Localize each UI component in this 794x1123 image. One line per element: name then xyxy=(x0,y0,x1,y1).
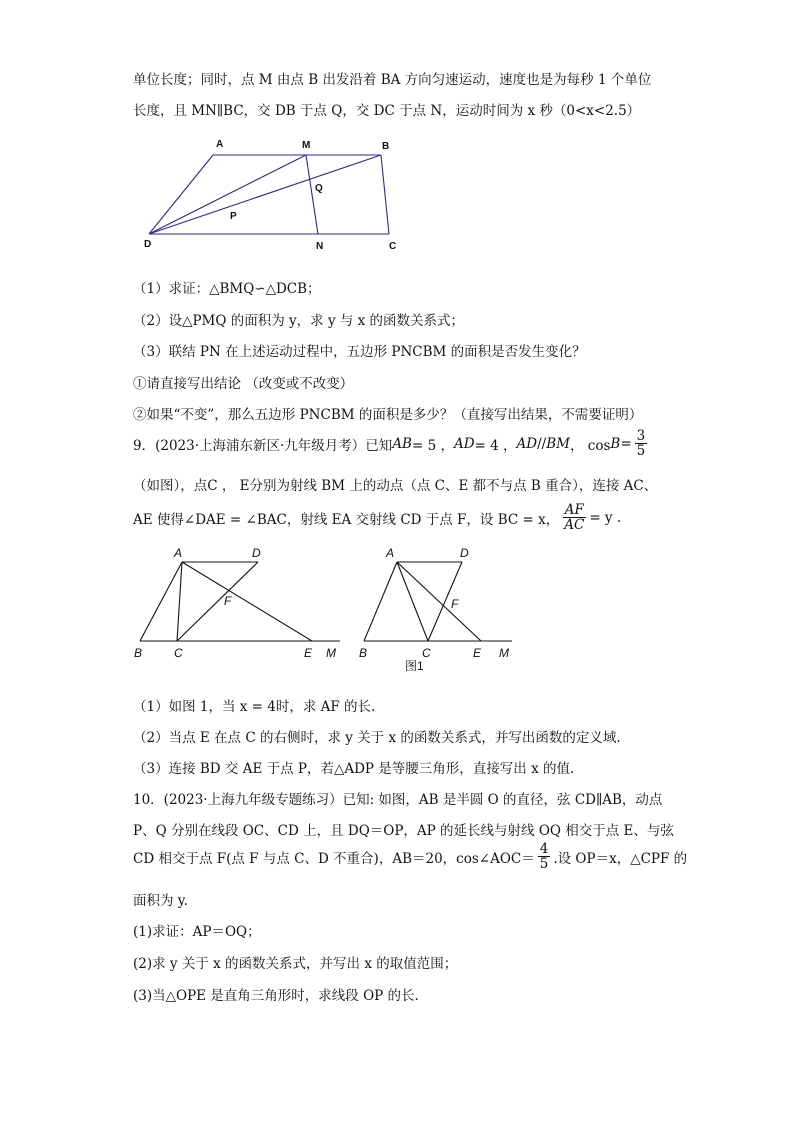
p10-line2: P、Q 分别在线段 OC、CD 上，且 DQ＝OP，AP 的延长线与射线 OQ 相交于点 E、与弦 xyxy=(133,823,674,839)
p9-cos-fraction xyxy=(635,429,648,458)
p8-label-B: B xyxy=(382,141,390,152)
p9-ad: AD xyxy=(453,435,475,452)
p9-source: (2023·上海浦东新区·九年级月考） xyxy=(155,437,366,454)
p9-q2: （2）当点 E 在点 C 的右侧时，求 y 关于 x 的函数关系式，并写出函数的定义域. xyxy=(133,730,621,746)
p9-figB-label-C: C xyxy=(422,646,431,660)
p8-q3-a: ①请直接写出结论 （改变或不改变） xyxy=(133,376,354,392)
p9-number: 9． xyxy=(133,437,156,454)
p10-cos-fraction xyxy=(538,842,551,871)
p9-bm: BM xyxy=(546,435,570,452)
p9-figB-label-B: B xyxy=(359,646,368,660)
p10-q2: (2)求 y 关于 x 的函数关系式，并写出 x 的取值范围； xyxy=(133,956,458,972)
p9-figA-label-D: D xyxy=(252,546,261,560)
p9-figure-caption: 图1 xyxy=(405,659,424,673)
p9-b: B xyxy=(610,435,621,452)
p10-q1: (1)求证：AP＝OQ； xyxy=(133,924,261,940)
p9-figA-label-A: A xyxy=(174,546,183,560)
p8-label-A: A xyxy=(216,139,224,150)
p9-figB-label-M: M xyxy=(499,646,509,660)
p8-label-N: N xyxy=(316,241,324,252)
p8-label-D: D xyxy=(144,239,152,250)
p10-line3-b: .设 OP＝x，△CPF 的 xyxy=(553,850,688,867)
p10-cos-den: 5 xyxy=(539,856,549,873)
p9-af-ac-fraction xyxy=(562,503,586,532)
p8-intro-line2: 长度，且 MN∥BC，交 DB 于点 Q，交 DC 于点 N，运动时间为 x 秒（0<x<2.5） xyxy=(133,103,641,119)
p9-frac-num: AF xyxy=(564,502,584,518)
p9-line2: （如图），点C ， E分别为射线 BM 上的动点（点 C、E 都不与点 B 重合），连接 AC、 xyxy=(133,478,658,494)
p9-line3-b: = y . xyxy=(589,509,622,526)
p9-text-k: = xyxy=(620,435,632,452)
p9-cos-num: 3 xyxy=(636,428,646,444)
p9-cos-den: 5 xyxy=(636,443,646,460)
p8-q2: （2）设△PMQ 的面积为 y，求 y 与 x 的函数关系式； xyxy=(133,313,465,329)
p9-figA-label-E: E xyxy=(304,646,313,660)
p10-cos-num: 4 xyxy=(539,841,549,857)
p9-line3-a: AE 使得∠DAE = ∠BAC，射线 EA 交射线 CD 于点 F，设 BC = x， xyxy=(133,511,560,528)
p8-label-C: C xyxy=(389,241,397,252)
p9-frac-den: AC xyxy=(564,517,585,534)
p9-figA-label-C: C xyxy=(174,646,183,660)
p9-text-i: ， cos xyxy=(569,437,611,454)
p9-figA-label-M: M xyxy=(326,646,336,660)
p8-label-Q: Q xyxy=(315,183,323,194)
p9-ad2: AD xyxy=(516,435,538,452)
p9-line1 xyxy=(133,429,650,458)
p9-figA-label-B: B xyxy=(134,646,143,660)
p8-q3: （3）联结 PN 在上述运动过程中，五边形 PNCBM 的面积是否发生变化？ xyxy=(133,344,586,360)
p9-figB-label-D: D xyxy=(460,546,469,560)
p9-ab: AB xyxy=(392,435,412,452)
p8-label-M: M xyxy=(302,140,311,151)
p10-line1: 10．(2023·上海九年级专题练习）已知: 如图，AB 是半圆 O 的直径，弦 CD∥AB，动点 xyxy=(133,792,663,808)
p9-text-a: 已知 xyxy=(365,437,393,454)
p8-q3-b: ②如果“不变”，那么五边形 PNCBM 的面积是多少？（直接写出结果，不需要证明） xyxy=(133,407,643,423)
p8-q1: （1）求证：△BMQ∽△DCB； xyxy=(133,281,321,297)
p9-figA-label-F: F xyxy=(224,594,232,608)
p9-figB-label-A: A xyxy=(386,546,395,560)
p8-intro-line1: 单位长度；同时，点 M 由点 B 出发沿着 BA 方向匀速运动，速度也是为每秒 1 个单位 xyxy=(133,72,652,88)
p10-q3: (3)当△OPE 是直角三角形时，求线段 OP 的长. xyxy=(133,988,419,1004)
p10-line3-a: CD 相交于点 F(点 F 与点 C、D 不重合)，AB＝20，cos∠AOC＝ xyxy=(133,850,535,867)
p8-label-P: P xyxy=(230,211,237,222)
p9-figB-label-E: E xyxy=(473,646,482,660)
p9-q1: （1）如图 1，当 x = 4时，求 AF 的长. xyxy=(133,699,376,715)
p10-line3 xyxy=(133,842,687,871)
p9-q3: （3）连接 BD 交 AE 于点 P，若△ADP 是等腰三角形，直接写出 x 的值. xyxy=(133,761,575,777)
p9-figB-label-F: F xyxy=(451,597,459,611)
p10-line4: 面积为 y. xyxy=(133,893,188,909)
p9-text-e: = 4 ， xyxy=(474,437,517,454)
p9-line3 xyxy=(133,503,621,532)
p9-text-c: = 5 ， xyxy=(411,437,454,454)
p9-text-g: // xyxy=(537,435,547,452)
